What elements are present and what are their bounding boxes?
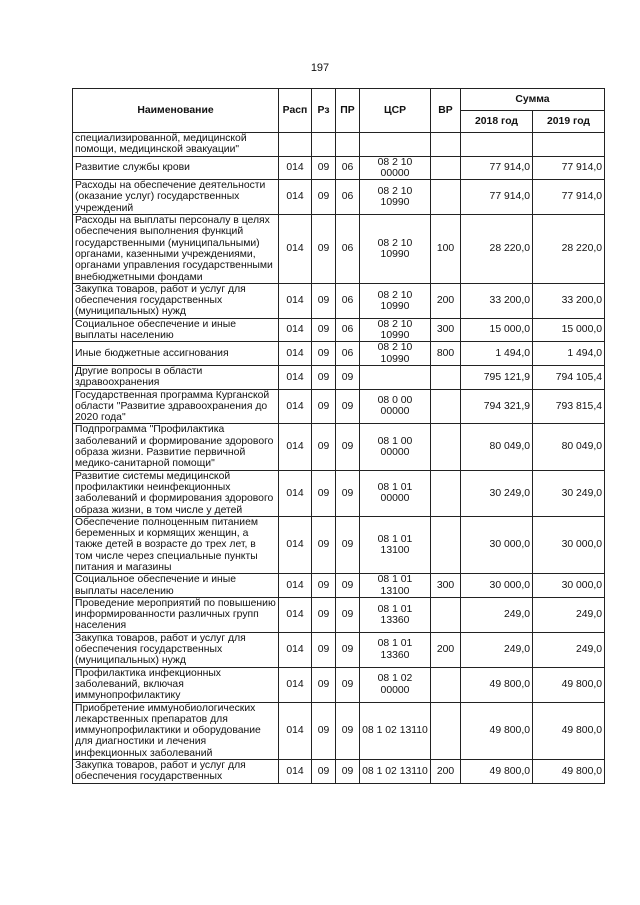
- header-sum: Сумма: [461, 89, 605, 111]
- row-pr: 09: [336, 597, 360, 632]
- row-sum-2018: 249,0: [461, 632, 533, 667]
- row-pr: 09: [336, 574, 360, 598]
- row-pr: 09: [336, 760, 360, 784]
- row-vr: [431, 597, 461, 632]
- row-name: Иные бюджетные ассигнования: [73, 342, 279, 366]
- row-sum-2018: 28 220,0: [461, 215, 533, 284]
- table-body: [73, 133, 605, 784]
- row-rasp: 014: [279, 215, 312, 284]
- row-rz: 09: [312, 516, 336, 573]
- row-pr: 06: [336, 215, 360, 284]
- row-sum-2019: 49 800,0: [533, 667, 605, 702]
- row-rz: [312, 133, 336, 157]
- row-vr: 100: [431, 215, 461, 284]
- row-rasp: 014: [279, 760, 312, 784]
- row-sum-2019: 793 815,4: [533, 389, 605, 424]
- row-rz: 09: [312, 760, 336, 784]
- row-name: Развитие службы крови: [73, 156, 279, 180]
- row-csr: 08 1 01 13360: [360, 597, 431, 632]
- row-rasp: 014: [279, 516, 312, 573]
- row-csr: 08 2 10 10990: [360, 215, 431, 284]
- row-rz: 09: [312, 574, 336, 598]
- row-pr: 06: [336, 318, 360, 342]
- row-sum-2019: 77 914,0: [533, 180, 605, 215]
- row-sum-2019: 249,0: [533, 597, 605, 632]
- row-vr: 300: [431, 318, 461, 342]
- row-name: Закупка товаров, работ и услуг для обеспечения государственных (муниципальных) нужд: [73, 632, 279, 667]
- row-rasp: 014: [279, 389, 312, 424]
- row-rasp: 014: [279, 470, 312, 516]
- row-rz: 09: [312, 215, 336, 284]
- row-rz: 09: [312, 597, 336, 632]
- table-row: [73, 632, 605, 667]
- row-rz: 09: [312, 365, 336, 389]
- row-vr: 200: [431, 283, 461, 318]
- row-vr: [431, 180, 461, 215]
- row-rz: 09: [312, 342, 336, 366]
- row-rz: 09: [312, 156, 336, 180]
- row-vr: [431, 424, 461, 470]
- row-csr: 08 1 01 13100: [360, 574, 431, 598]
- row-pr: [336, 133, 360, 157]
- row-name: Проведение мероприятий по повышению информированности различных групп населения: [73, 597, 279, 632]
- row-csr: [360, 365, 431, 389]
- row-rasp: [279, 133, 312, 157]
- row-sum-2019: 1 494,0: [533, 342, 605, 366]
- header-name: Наименование: [73, 89, 279, 133]
- row-pr: 09: [336, 470, 360, 516]
- table-row: [73, 342, 605, 366]
- row-sum-2019: 794 105,4: [533, 365, 605, 389]
- row-csr: 08 0 00 00000: [360, 389, 431, 424]
- header-csr: ЦСР: [360, 89, 431, 133]
- row-sum-2019: 49 800,0: [533, 702, 605, 759]
- row-rasp: 014: [279, 342, 312, 366]
- table-row: [73, 470, 605, 516]
- row-rasp: 014: [279, 574, 312, 598]
- table-row: [73, 215, 605, 284]
- row-csr: 08 1 02 13110: [360, 760, 431, 784]
- row-pr: 06: [336, 283, 360, 318]
- row-sum-2019: [533, 133, 605, 157]
- table-row: [73, 516, 605, 573]
- row-sum-2018: 15 000,0: [461, 318, 533, 342]
- row-rasp: 014: [279, 632, 312, 667]
- row-csr: 08 1 00 00000: [360, 424, 431, 470]
- row-name: Расходы на обеспечение деятельности (оказание услуг) государственных учреждений: [73, 180, 279, 215]
- table-row: [73, 702, 605, 759]
- row-sum-2019: 30 000,0: [533, 516, 605, 573]
- row-rz: 09: [312, 632, 336, 667]
- row-rasp: 014: [279, 424, 312, 470]
- row-vr: [431, 667, 461, 702]
- row-csr: 08 1 02 13110: [360, 702, 431, 759]
- row-sum-2018: [461, 133, 533, 157]
- row-vr: [431, 365, 461, 389]
- row-name: Закупка товаров, работ и услуг для обеспечения государственных (муниципальных) нужд: [73, 283, 279, 318]
- row-pr: 09: [336, 667, 360, 702]
- row-vr: 200: [431, 632, 461, 667]
- table-row: [73, 180, 605, 215]
- row-pr: 09: [336, 424, 360, 470]
- table-row: [73, 574, 605, 598]
- row-rz: 09: [312, 470, 336, 516]
- row-sum-2019: 49 800,0: [533, 760, 605, 784]
- header-rz: Рз: [312, 89, 336, 133]
- budget-table: [72, 88, 605, 784]
- table-row: [73, 318, 605, 342]
- row-pr: 09: [336, 389, 360, 424]
- row-rz: 09: [312, 318, 336, 342]
- row-vr: [431, 516, 461, 573]
- row-rasp: 014: [279, 283, 312, 318]
- row-sum-2019: 33 200,0: [533, 283, 605, 318]
- row-csr: 08 1 01 00000: [360, 470, 431, 516]
- row-pr: 06: [336, 156, 360, 180]
- row-rz: 09: [312, 667, 336, 702]
- table-row: [73, 424, 605, 470]
- row-sum-2019: 28 220,0: [533, 215, 605, 284]
- row-rasp: 014: [279, 156, 312, 180]
- row-name: Социальное обеспечение и иные выплаты населению: [73, 574, 279, 598]
- header-pr: ПР: [336, 89, 360, 133]
- row-name: Развитие системы медицинской профилактики неинфекционных заболеваний и формирования здорового образа жизни, в том числе у детей: [73, 470, 279, 516]
- row-sum-2018: 80 049,0: [461, 424, 533, 470]
- row-sum-2018: 30 000,0: [461, 516, 533, 573]
- row-vr: 300: [431, 574, 461, 598]
- row-pr: 09: [336, 702, 360, 759]
- row-sum-2019: 80 049,0: [533, 424, 605, 470]
- row-sum-2018: 795 121,9: [461, 365, 533, 389]
- row-rz: 09: [312, 283, 336, 318]
- row-rasp: 014: [279, 180, 312, 215]
- row-sum-2018: 249,0: [461, 597, 533, 632]
- row-csr: 08 1 01 13100: [360, 516, 431, 573]
- row-name: Социальное обеспечение и иные выплаты населению: [73, 318, 279, 342]
- row-rz: 09: [312, 702, 336, 759]
- row-name: Профилактика инфекционных заболеваний, включая иммунопрофилактику: [73, 667, 279, 702]
- table-row: [73, 389, 605, 424]
- table-row: [73, 597, 605, 632]
- row-pr: 09: [336, 365, 360, 389]
- row-rz: 09: [312, 424, 336, 470]
- row-name: Другие вопросы в области здравоохранения: [73, 365, 279, 389]
- row-csr: [360, 133, 431, 157]
- header-vr: ВР: [431, 89, 461, 133]
- row-sum-2018: 1 494,0: [461, 342, 533, 366]
- row-rz: 09: [312, 180, 336, 215]
- row-vr: [431, 133, 461, 157]
- row-rasp: 014: [279, 597, 312, 632]
- row-vr: 200: [431, 760, 461, 784]
- row-vr: [431, 470, 461, 516]
- row-rasp: 014: [279, 365, 312, 389]
- table-row: [73, 283, 605, 318]
- row-name: Закупка товаров, работ и услуг для обеспечения государственных: [73, 760, 279, 784]
- row-sum-2018: 49 800,0: [461, 702, 533, 759]
- row-csr: 08 2 10 10990: [360, 180, 431, 215]
- row-sum-2018: 794 321,9: [461, 389, 533, 424]
- row-sum-2018: 77 914,0: [461, 180, 533, 215]
- table-row: [73, 667, 605, 702]
- row-sum-2018: 49 800,0: [461, 760, 533, 784]
- row-rasp: 014: [279, 702, 312, 759]
- row-rasp: 014: [279, 318, 312, 342]
- row-csr: 08 1 01 13360: [360, 632, 431, 667]
- row-sum-2019: 30 249,0: [533, 470, 605, 516]
- row-vr: [431, 156, 461, 180]
- row-sum-2018: 77 914,0: [461, 156, 533, 180]
- row-vr: [431, 702, 461, 759]
- row-pr: 09: [336, 632, 360, 667]
- row-pr: 09: [336, 516, 360, 573]
- row-rasp: 014: [279, 667, 312, 702]
- row-sum-2019: 249,0: [533, 632, 605, 667]
- table-row: [73, 133, 605, 157]
- row-sum-2018: 30 249,0: [461, 470, 533, 516]
- row-csr: 08 2 10 10990: [360, 283, 431, 318]
- row-sum-2018: 30 000,0: [461, 574, 533, 598]
- row-sum-2019: 30 000,0: [533, 574, 605, 598]
- row-sum-2019: 15 000,0: [533, 318, 605, 342]
- row-csr: 08 1 02 00000: [360, 667, 431, 702]
- table-row: [73, 760, 605, 784]
- row-sum-2018: 33 200,0: [461, 283, 533, 318]
- row-name: Расходы на выплаты персоналу в целях обеспечения выполнения функций государственными (муниципальными) органами, казенными учреждениями, органами управления государственными внебюджетными фондами: [73, 215, 279, 284]
- row-vr: [431, 389, 461, 424]
- page-number: 197: [310, 62, 330, 74]
- header-2019: 2019 год: [533, 111, 605, 133]
- row-sum-2019: 77 914,0: [533, 156, 605, 180]
- row-csr: 08 2 10 10990: [360, 318, 431, 342]
- row-name: Подпрограмма "Профилактика заболеваний и формирование здорового образа жизни. Развитие первичной медико-санитарной помощи": [73, 424, 279, 470]
- row-pr: 06: [336, 180, 360, 215]
- header-rasp: Расп: [279, 89, 312, 133]
- row-name: Приобретение иммунобиологических лекарственных препаратов для иммунопрофилактики и оборудование для диагностики и лечения инфекционных заболеваний: [73, 702, 279, 759]
- table-header: [73, 89, 605, 133]
- row-pr: 06: [336, 342, 360, 366]
- row-vr: 800: [431, 342, 461, 366]
- table-row: [73, 365, 605, 389]
- row-name: Государственная программа Курганской области "Развитие здравоохранения до 2020 года": [73, 389, 279, 424]
- row-csr: 08 2 10 10990: [360, 342, 431, 366]
- row-csr: 08 2 10 00000: [360, 156, 431, 180]
- row-name: специализированной, медицинской помощи, медицинской эвакуации": [73, 133, 279, 157]
- row-name: Обеспечение полноценным питанием беременных и кормящих женщин, а также детей в возрасте до трех лет, в том числе через специальные пункты питания и магазины: [73, 516, 279, 573]
- table-row: [73, 156, 605, 180]
- row-rz: 09: [312, 389, 336, 424]
- row-sum-2018: 49 800,0: [461, 667, 533, 702]
- header-2018: 2018 год: [461, 111, 533, 133]
